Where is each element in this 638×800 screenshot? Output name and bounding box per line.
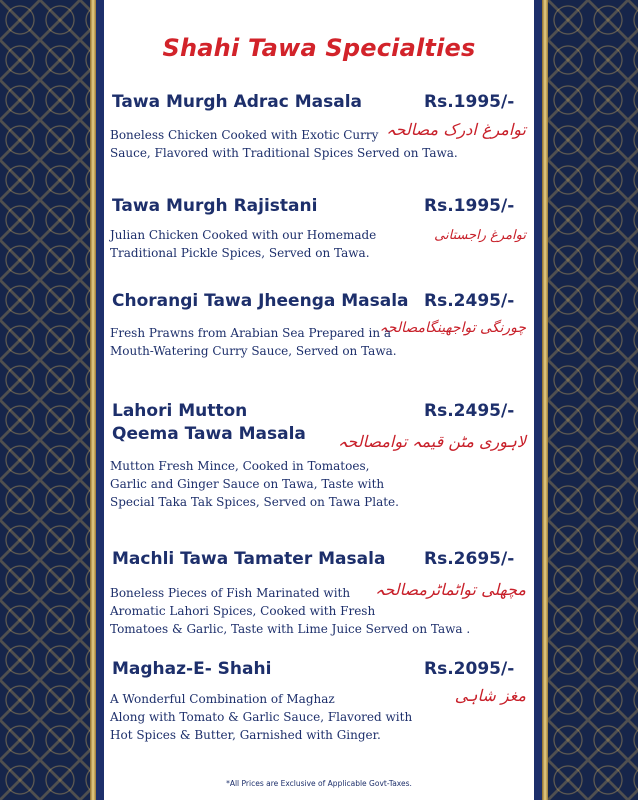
item-urdu-name: توامرغ ادرک مصالحہ xyxy=(386,120,526,139)
item-urdu-name: توامرغ راجستانی xyxy=(434,228,526,243)
menu-title: Shahi Tawa Specialties xyxy=(162,34,476,62)
item-description: Julian Chicken Cooked with our Homemade Traditional Pickle Spices, Served on Tawa. xyxy=(110,228,377,260)
item-name: Chorangi Tawa Jheenga Masala xyxy=(112,291,409,311)
item-description: Boneless Chicken Cooked with Exotic Curry Sauce, Flavored with Traditional Spices Served on Tawa. xyxy=(110,128,458,160)
item-price: Rs.1995/- xyxy=(424,92,515,112)
item-urdu-name: مغز شاہی xyxy=(454,686,526,705)
item-price: Rs.2495/- xyxy=(424,401,515,421)
item-price: Rs.2095/- xyxy=(424,659,515,679)
item-urdu-name: چورنگی تواجھینگامصالحہ xyxy=(379,320,526,336)
item-urdu-name: لاہوری مٹن قیمہ توامصالحہ xyxy=(337,432,526,451)
right-navy-band xyxy=(534,0,542,800)
item-price: Rs.2495/- xyxy=(424,291,515,311)
left-decorative-pattern xyxy=(0,0,90,800)
item-description: Mutton Fresh Mince, Cooked in Tomatoes, Garlic and Ginger Sauce on Tawa, Taste with Special Taka Tak Spices, Served on Tawa Plate. xyxy=(110,459,399,509)
item-description: Fresh Prawns from Arabian Sea Prepared in a Mouth-Watering Curry Sauce, Served on Tawa. xyxy=(110,326,397,358)
right-gold-border xyxy=(542,0,548,800)
item-name: Tawa Murgh Adrac Masala xyxy=(112,92,363,112)
tax-footnote: *All Prices are Exclusive of Applicable Govt-Taxes. xyxy=(226,779,412,788)
item-name: Machli Tawa Tamater Masala xyxy=(112,549,386,569)
item-price: Rs.2695/- xyxy=(424,549,515,569)
right-decorative-pattern xyxy=(548,0,638,800)
item-name: Tawa Murgh Rajistani xyxy=(112,196,318,216)
item-description: Boneless Pieces of Fish Marinated with Aromatic Lahori Spices, Cooked with Fresh Tomatoes & Garlic, Taste with Lime Juice Served on Tawa . xyxy=(110,586,471,636)
item-price: Rs.1995/- xyxy=(424,196,515,216)
item-urdu-name: مچھلی تواٹماٹرمصالحہ xyxy=(375,580,526,599)
item-description: A Wonderful Combination of Maghaz Along with Tomato & Garlic Sauce, Flavored with Hot Spices & Butter, Garnished with Ginger. xyxy=(110,692,413,742)
item-name: Maghaz-E- Shahi xyxy=(112,659,272,679)
item-name: Lahori Mutton Qeema Tawa Masala xyxy=(112,401,306,444)
left-navy-band xyxy=(96,0,104,800)
